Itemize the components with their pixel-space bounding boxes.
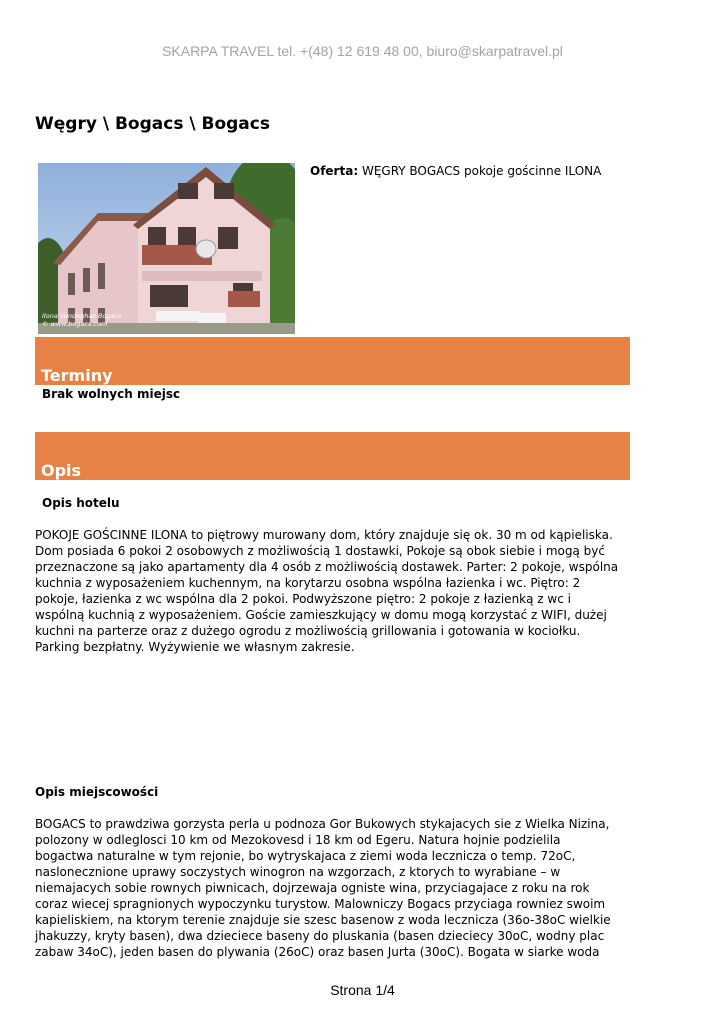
place-description-line: niemajacych sobie rownych piwnicach, dojrzewaja ogniste wina, przyciagajace z roku na rok [35, 881, 590, 895]
offer-value: WĘGRY BOGACS pokoje gościnne ILONA [361, 164, 602, 178]
hotel-description [35, 527, 635, 655]
photo-watermark-line2: © www.bogacs.com [42, 320, 108, 328]
place-description-line: kapieliskiem, na ktorym terenie znajduje sie szesc basenow z woda lecznicza (36o-38oC wielkie [35, 913, 611, 927]
place-description-line: bogactwa naturalne w tym rejonie, bo wytryskajaca z ziemi woda lecznicza o temp. 72oC, [35, 849, 576, 863]
place-description [35, 816, 635, 960]
breadcrumb: Węgry \ Bogacs \ Bogacs [35, 114, 270, 134]
hotel-description-line: kuchni na parterze oraz z dużego ogrodu z możliwością grillowania i gotowania w kociołku. [35, 624, 581, 638]
hotel-description-line: wspólną kuchnią z wyposażeniem. Goście zamieszkujący w domu mogą korzystać z WIFI, dużej [35, 608, 607, 622]
place-description-heading: Opis miejscowości [35, 785, 159, 799]
place-description-line: jhakuzzy, kryty basen), dwa dzieciece baseny do pluskania (basen dzieciecy 30oC, wodny plac [35, 929, 605, 943]
hotel-description-line: POKOJE GOŚCINNE ILONA to piętrowy murowany dom, który znajduje się ok. 30 m od kąpieliska. [35, 528, 613, 542]
hotel-description-heading: Opis hotelu [42, 496, 120, 510]
availability-status: Brak wolnych miejsc [42, 387, 181, 401]
photo-watermark-line1: Ilona Vendeghaz Bogacs [42, 312, 122, 320]
place-description-line: coraz wiecej spragnionych wypoczynku turystow. Malowniczy Bogacs przyciaga rowniez swoim [35, 897, 606, 911]
place-description-line: naslonecznione uprawy soczystych winogron na wzgorzach, z ktorych to wyrabiane – w [35, 865, 561, 879]
opis-title: Opis [41, 461, 82, 480]
page-number-footer: Strona 1/4 [330, 982, 395, 998]
place-description-line: BOGACS to prawdziwa gorzysta perla u podnoza Gor Bukowych stykajacych sie z Wielka Nizina, [35, 817, 610, 831]
offer-line [310, 164, 601, 178]
hotel-description-line: przeznaczone są jako apartamenty dla 4 osób z możliwością dostawek. Parter: 2 pokoje, wspólna [35, 560, 619, 574]
hotel-description-line: kuchnia z wyposażeniem kuchennym, na korytarzu osobna wspólna łazienka i wc. Piętro: 2 [35, 576, 581, 590]
hotel-description-line: pokoje, łazienka z wc wspólna dla 2 pokoi. Podwyższone piętro: 2 pokoje z łazienką z wc i [35, 592, 571, 606]
terminy-section-bar [35, 337, 630, 385]
hotel-description-line: Dom posiada 6 pokoi 2 osobowych z możliwością 1 dostawki, Pokoje są obok siebie i mogą być [35, 544, 605, 558]
hotel-photo [38, 163, 295, 334]
terminy-title: Terminy [41, 366, 113, 385]
offer-label: Oferta: [310, 164, 359, 178]
opis-section-bar [35, 432, 630, 480]
place-description-line: zabaw 34oC), jeden basen do plywania (26oC) oraz basen Jurta (30oC). Bogata w siarke woda [35, 945, 600, 959]
place-description-line: polozony w odleglosci 10 km od Mezokovesd i 18 km od Egeru. Natura hojnie podzielila [35, 833, 561, 847]
hotel-description-line: Parking bezpłatny. Wyżywienie we własnym zakresie. [35, 640, 355, 654]
agency-contact-header: SKARPA TRAVEL tel. +(48) 12 619 48 00, biuro@skarpatravel.pl [162, 43, 563, 59]
